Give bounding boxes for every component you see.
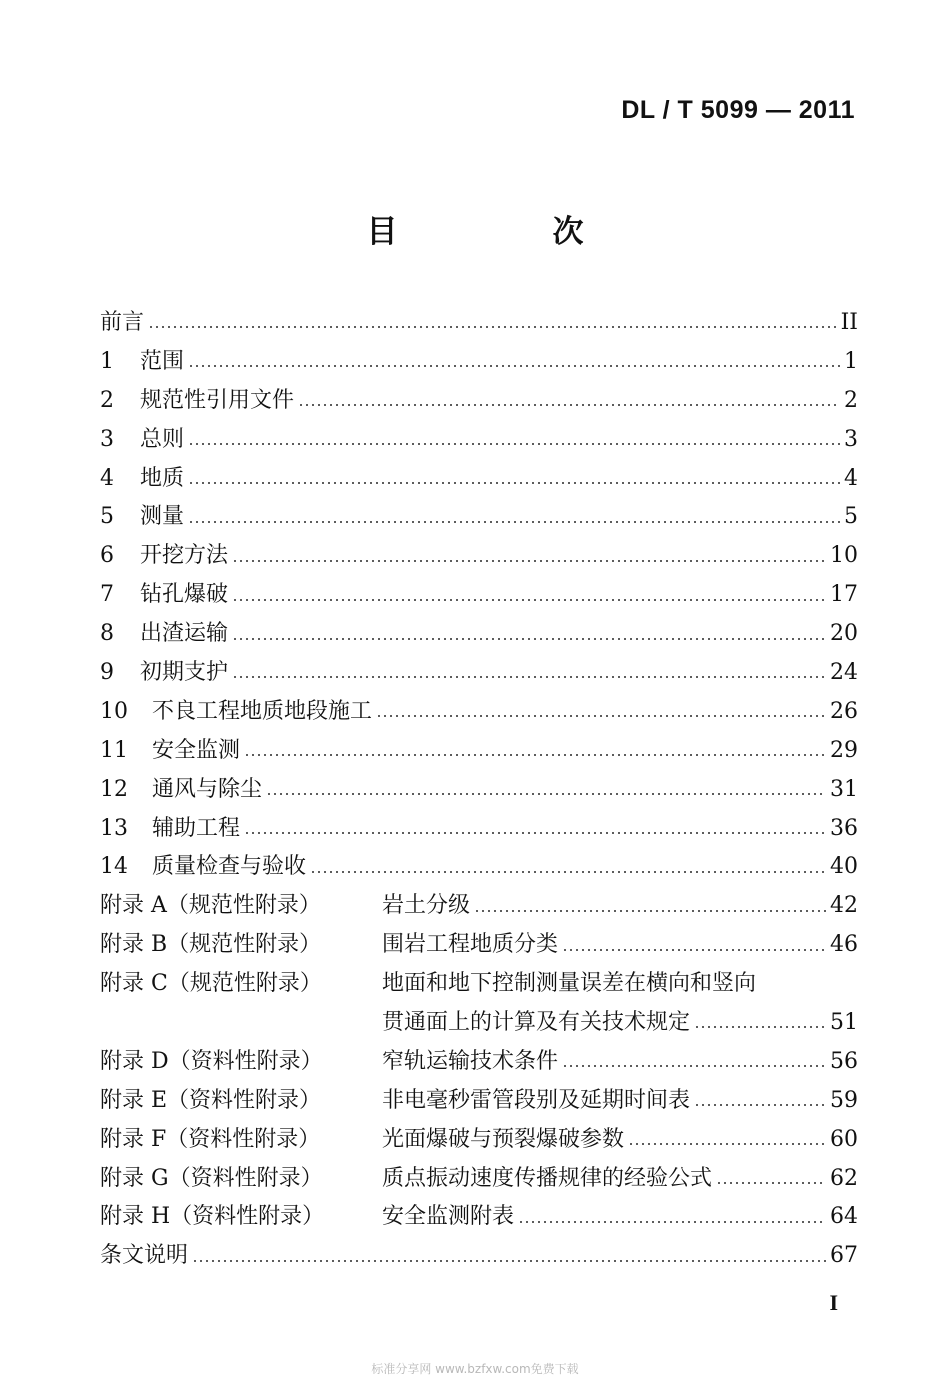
dot-leader bbox=[266, 793, 826, 795]
toc-entry-page: 24 bbox=[830, 660, 858, 686]
toc-entry-page: 4 bbox=[844, 465, 858, 491]
toc-appendix-entry[interactable] bbox=[100, 887, 858, 926]
page-number: I bbox=[829, 1290, 838, 1315]
appendix-page: 59 bbox=[830, 1087, 858, 1113]
dot-leader bbox=[232, 560, 826, 562]
appendix-label: 地面和地下控制测量误差在横向和竖向 bbox=[382, 971, 757, 997]
toc-entry-number: 6 bbox=[100, 543, 114, 569]
toc-appendix-entry[interactable] bbox=[100, 1121, 858, 1160]
dot-leader bbox=[376, 715, 826, 717]
dot-leader bbox=[148, 326, 837, 328]
appendix-page: 62 bbox=[830, 1165, 858, 1191]
toc-entry-page: 3 bbox=[844, 426, 858, 452]
toc-entry-page: 2 bbox=[844, 387, 858, 413]
toc-entry-label: 不良工程地质地段施工 bbox=[152, 698, 373, 724]
toc-entry-number: 14 bbox=[100, 854, 128, 880]
appendix-prefix: 附录 H（资料性附录） bbox=[100, 1204, 325, 1230]
dot-leader bbox=[232, 676, 826, 678]
dot-leader bbox=[232, 599, 826, 601]
toc-entry-number: 3 bbox=[100, 426, 114, 452]
toc-entry-label: 范围 bbox=[140, 348, 185, 374]
toc-entry-label: 安全监测 bbox=[152, 737, 241, 763]
toc-entry[interactable] bbox=[100, 498, 858, 537]
appendix-page: 42 bbox=[830, 893, 858, 919]
toc-entry-number: 5 bbox=[100, 504, 114, 530]
toc-entry-number: 1 bbox=[100, 348, 114, 374]
dot-leader bbox=[188, 521, 840, 523]
toc-entry-number: 4 bbox=[100, 465, 114, 491]
watermark-text: 标准分享网 www.bzfxw.com免费下载 bbox=[371, 1362, 579, 1376]
dot-leader bbox=[716, 1182, 826, 1184]
toc-entry-label: 钻孔爆破 bbox=[140, 582, 229, 608]
toc-entry-label: 地质 bbox=[140, 465, 185, 491]
appendix-label-continued: 贯通面上的计算及有关技术规定 bbox=[382, 1010, 691, 1036]
appendix-prefix: 附录 D（资料性附录） bbox=[100, 1048, 323, 1074]
toc-entry[interactable] bbox=[100, 693, 858, 732]
toc-entry-foreword[interactable] bbox=[100, 304, 858, 343]
toc-entry-label: 条文说明 bbox=[100, 1243, 189, 1269]
toc-entry-page: 20 bbox=[830, 621, 858, 647]
toc-entry-page: 5 bbox=[844, 504, 858, 530]
dot-leader bbox=[562, 949, 826, 951]
toc-entry[interactable] bbox=[100, 421, 858, 460]
toc-entry-page: II bbox=[840, 310, 858, 335]
toc-entry-page: 31 bbox=[830, 776, 858, 802]
toc-entry[interactable] bbox=[100, 382, 858, 421]
dot-leader bbox=[188, 443, 840, 445]
toc-entry-label: 质量检查与验收 bbox=[152, 854, 307, 880]
toc-entry-page: 40 bbox=[830, 854, 858, 880]
dot-leader bbox=[192, 1260, 826, 1262]
dot-leader bbox=[188, 365, 840, 367]
dot-leader bbox=[694, 1104, 826, 1106]
appendix-label: 岩土分级 bbox=[382, 893, 471, 919]
standard-code: DL / T 5099 — 2011 bbox=[621, 96, 855, 124]
toc-entry-label: 前言 bbox=[100, 310, 145, 335]
dot-leader bbox=[474, 910, 826, 912]
appendix-prefix: 附录 G（资料性附录） bbox=[100, 1165, 323, 1191]
appendix-label: 质点振动速度传播规律的经验公式 bbox=[382, 1165, 713, 1191]
dot-leader bbox=[562, 1065, 826, 1067]
appendix-prefix: 附录 E（资料性附录） bbox=[100, 1087, 322, 1113]
toc-appendix-entry[interactable] bbox=[100, 965, 858, 1004]
appendix-prefix: 附录 A（规范性附录） bbox=[100, 893, 321, 919]
dot-leader bbox=[518, 1221, 826, 1223]
toc-entry-number: 2 bbox=[100, 387, 114, 413]
dot-leader bbox=[232, 638, 826, 640]
appendix-page: 46 bbox=[830, 932, 858, 958]
toc-entry-page: 17 bbox=[830, 582, 858, 608]
toc-appendix-entry[interactable] bbox=[100, 1160, 858, 1199]
dot-leader bbox=[310, 871, 826, 873]
toc-appendix-entry[interactable] bbox=[100, 1082, 858, 1121]
dot-leader bbox=[244, 754, 826, 756]
toc-appendix-entry-continued[interactable] bbox=[100, 1004, 858, 1043]
toc-entry[interactable] bbox=[100, 810, 858, 849]
appendix-page: 60 bbox=[830, 1126, 858, 1152]
toc-appendix-entry[interactable] bbox=[100, 1198, 858, 1237]
dot-leader bbox=[244, 832, 826, 834]
toc-entry-number: 7 bbox=[100, 582, 114, 608]
dot-leader bbox=[188, 482, 840, 484]
dot-leader bbox=[298, 404, 840, 406]
toc-entry-label: 规范性引用文件 bbox=[140, 387, 295, 413]
appendix-label: 非电毫秒雷管段别及延期时间表 bbox=[382, 1087, 691, 1113]
appendix-prefix: 附录 C（规范性附录） bbox=[100, 971, 322, 997]
toc-entry[interactable] bbox=[100, 343, 858, 382]
toc-appendix-entry[interactable] bbox=[100, 1043, 858, 1082]
toc-entry-page: 1 bbox=[844, 348, 858, 374]
toc-entry[interactable] bbox=[100, 654, 858, 693]
toc-entry-number: 9 bbox=[100, 660, 114, 686]
toc-entry-number: 12 bbox=[100, 776, 128, 802]
dot-leader bbox=[694, 1026, 826, 1028]
appendix-page: 56 bbox=[830, 1048, 858, 1074]
toc-entry-label: 总则 bbox=[140, 426, 185, 452]
toc-entry-page: 67 bbox=[830, 1243, 858, 1269]
toc-entry[interactable] bbox=[100, 615, 858, 654]
toc-entry[interactable] bbox=[100, 537, 858, 576]
toc-entry-page: 29 bbox=[830, 737, 858, 763]
toc-entry-number: 10 bbox=[100, 698, 128, 724]
appendix-label: 光面爆破与预裂爆破参数 bbox=[382, 1126, 625, 1152]
dot-leader bbox=[628, 1143, 826, 1145]
page-title: 目 次 bbox=[366, 214, 646, 250]
toc-entry-page: 26 bbox=[830, 698, 858, 724]
toc-entry-number: 13 bbox=[100, 815, 128, 841]
appendix-page: 64 bbox=[830, 1204, 858, 1230]
toc-entry-label: 开挖方法 bbox=[140, 543, 229, 569]
toc-entry-label: 测量 bbox=[140, 504, 185, 530]
toc-entry[interactable] bbox=[100, 460, 858, 499]
appendix-label: 窄轨运输技术条件 bbox=[382, 1048, 559, 1074]
appendix-label: 围岩工程地质分类 bbox=[382, 932, 559, 958]
toc-appendix-entry[interactable] bbox=[100, 926, 858, 965]
appendix-label: 安全监测附表 bbox=[382, 1204, 515, 1230]
toc-entry-page: 10 bbox=[830, 543, 858, 569]
toc-entry-label: 通风与除尘 bbox=[152, 776, 263, 802]
toc-entry-page: 36 bbox=[830, 815, 858, 841]
toc-entry-label: 出渣运输 bbox=[140, 621, 229, 647]
toc-entry-number: 11 bbox=[100, 737, 128, 763]
toc-entry-label: 辅助工程 bbox=[152, 815, 241, 841]
toc-entry-number: 8 bbox=[100, 621, 114, 647]
appendix-page: 51 bbox=[830, 1010, 858, 1036]
toc-entry[interactable] bbox=[100, 848, 858, 887]
table-of-contents bbox=[100, 304, 858, 1276]
toc-entry[interactable] bbox=[100, 732, 858, 771]
toc-entry-label: 初期支护 bbox=[140, 660, 229, 686]
toc-entry[interactable] bbox=[100, 771, 858, 810]
toc-entry[interactable] bbox=[100, 576, 858, 615]
appendix-prefix: 附录 B（规范性附录） bbox=[100, 932, 322, 958]
appendix-prefix: 附录 F（资料性附录） bbox=[100, 1126, 321, 1152]
toc-entry-explanation[interactable] bbox=[100, 1237, 858, 1276]
